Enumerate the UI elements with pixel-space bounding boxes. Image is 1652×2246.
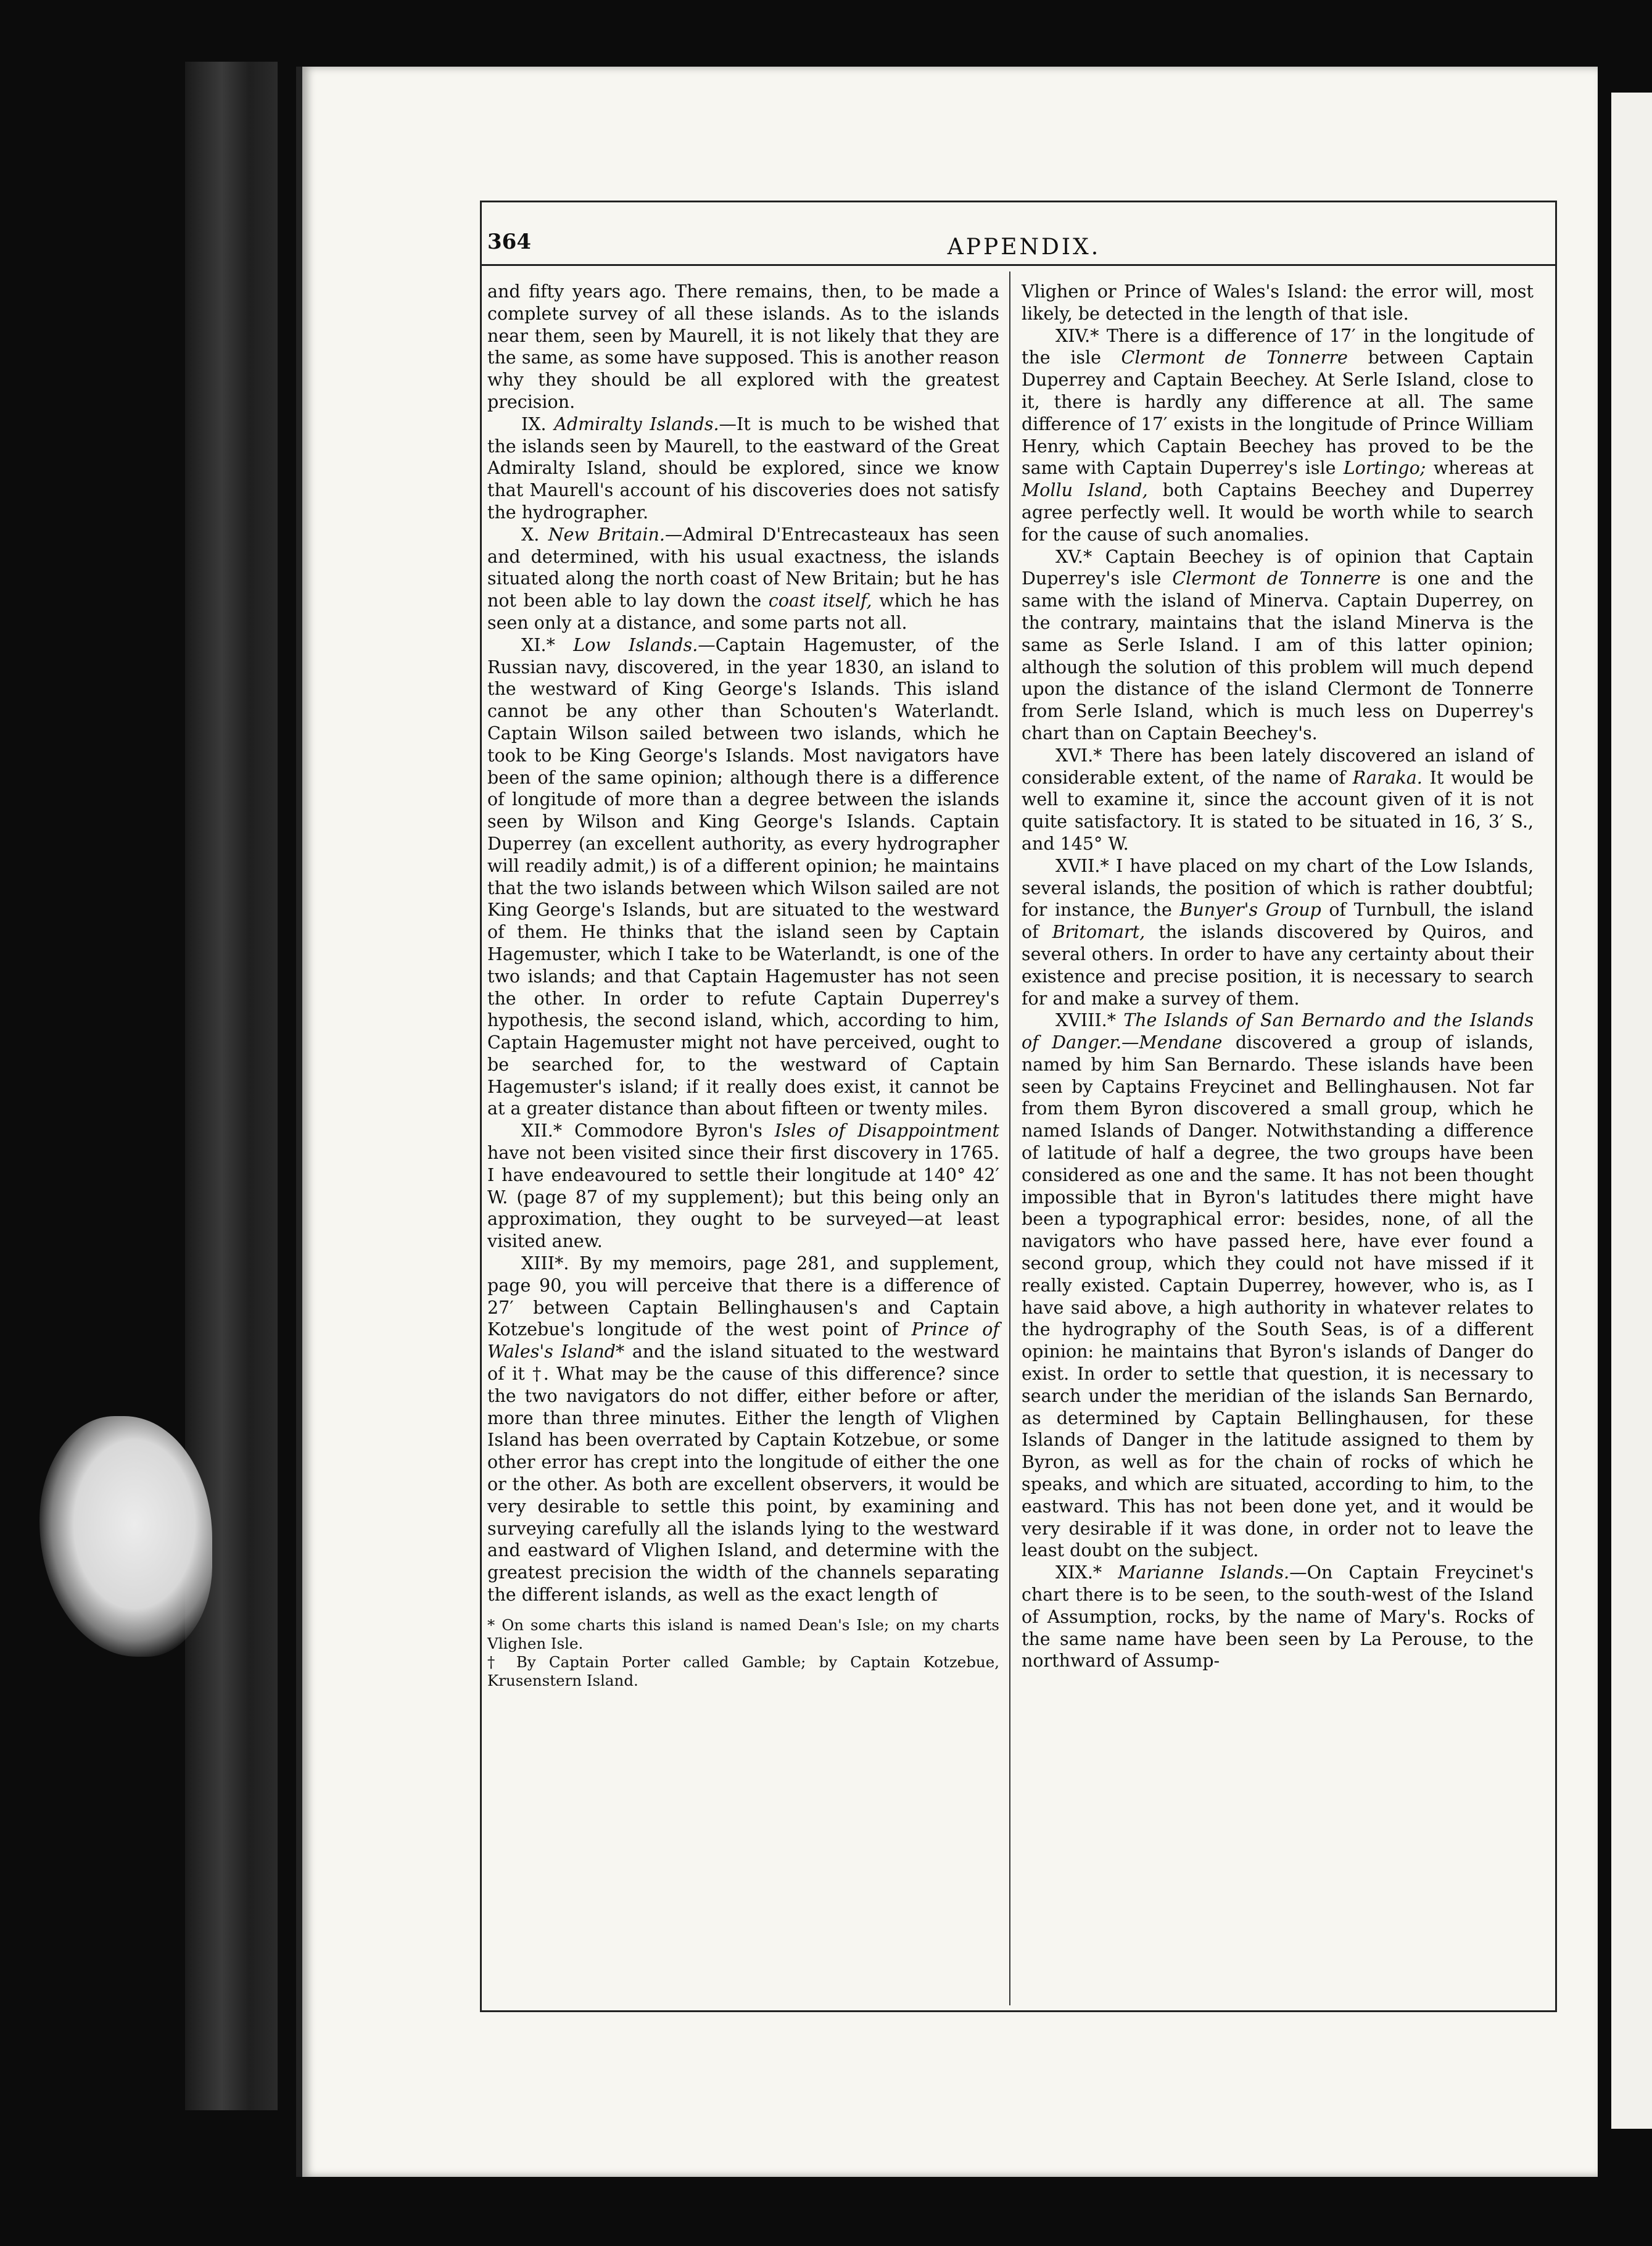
section-xvii: XVII.* I have placed on my chart of the Low Islands, several islands, the position of which is rather doubtful; for instance, the Bunyer's Group of Turnbull, the island of Britomart, the islands discovered by Quiros, and several others. In order to have any certainty about their existence and precise position, it is necessary to search for and make a survey of them. (1022, 855, 1534, 1009)
section-xviii-title: The Islands of San Bernardo and the Islands of Danger. (1022, 1010, 1534, 1053)
footnote: * On some charts this island is named Dean's Isle; on my charts Vlighen Isle. (487, 1615, 999, 1652)
adjacent-page-edge (1611, 93, 1652, 2129)
column-divider (1009, 271, 1010, 2005)
header-rule (480, 264, 1555, 266)
right-column (1022, 281, 1534, 1672)
page-number: 364 (487, 230, 531, 254)
left-column (487, 281, 999, 1690)
section-ix: IX. Admiralty Islands.—It is much to be wished that the islands seen by Maurell, to the eastward of the Great Admiralty Island, should be explored, since we know that Maurell's account of his discoveries does not satisfy the hydrographer. (487, 413, 999, 523)
section-xi: XI.* Low Islands.—Captain Hagemuster, of the Russian navy, discovered, in the year 1830, an island to the westward of King George's Islands. This island cannot be any other than Schouten's Waterlandt. Captain Wilson sailed between two islands, which he took to be King George's Islands. Most navigators have been of the same opinion; although there is a difference of longitude of more than a degree between the islands seen by Wilson and King George's Islands. Captain Duperrey (an excellent authority, as every hydrographer will readily admit,) is of a different opinion; he maintains that the two islands between which Wilson sailed are not King George's Islands, but are situated to the westward of them. He thinks that the island seen by Captain Hagemuster, which I take to be Waterlandt, is one of the two islands; and that Captain Hagemuster has not seen the other. In order to refute Captain Duperrey's hypothesis, the second island, which, according to him, Captain Hagemuster might not have perceived, ought to be searched for, to the westward of Captain Hagemuster's island; if it really does exist, it cannot be at a greater distance than about fifteen or twenty miles. (487, 634, 999, 1119)
footnote: † By Captain Porter called Gamble; by Captain Kotzebue, Krusenstern Island. (487, 1652, 999, 1689)
section-xix-title: Marianne Islands. (1118, 1562, 1290, 1583)
section-xiii: XIII*. By my memoirs, page 281, and supplement, page 90, you will perceive that there is a difference of 27′ between Captain Bellinghausen's and Captain Kotzebue's longitude of the west point of Prince of Wales's Island* and the island situated to the westward of it †. What may be the cause of this difference? since the two navigators do not differ, either before or after, more than three minutes. Either the length of Vlighen Island has been overrated by Captain Kotzebue, or some other error has crept into the longitude of either the one or the other. As both are excellent observers, it would be very desirable to settle this point, by examining and surveying carefully all the islands lying to the westward and eastward of Vlighen Island, and determine with the greatest precision the width of the channels separating the different islands, as well as the exact length of (487, 1253, 1000, 1606)
section-ix-title: Admiralty Islands. (554, 413, 719, 434)
paragraph-continuation: Vlighen or Prince of Wales's Island: the error will, most likely, be detected in the length of that isle. (1022, 281, 1534, 324)
footnotes (487, 1616, 999, 1690)
section-x: X. New Britain.—Admiral D'Entrecasteaux has seen and determined, with his usual exactness, the islands situated along the north coast of New Britain; but he has not been able to lay down the coast itself, which he has seen only at a distance, and some parts not all. (487, 524, 999, 633)
paper-stain (39, 1416, 212, 1657)
section-xix: XIX.* Marianne Islands.—On Captain Freycinet's chart there is to be seen, to the south-west of the Island of Assumption, rocks, by the name of Mary's. Rocks of the same name have been seen by La Perouse, to the northward of Assump- (1022, 1562, 1534, 1672)
section-x-title: New Britain. (548, 524, 665, 545)
running-head: APPENDIX. (947, 234, 1101, 260)
book-binding (185, 62, 278, 2110)
section-xv: XV.* Captain Beechey is of opinion that Captain Duperrey's isle Clermont de Tonnerre is one and the same with the island of Minerva. Captain Duperrey, on the contrary, maintains that the island Minerva is the same as Serle Island. I am of this latter opinion; although the solution of this problem will much depend upon the distance of the island Clermont de Tonnerre from Serle Island, which is much less on Duperrey's chart than on Captain Beechey's. (1022, 546, 1534, 744)
section-xii: XII.* Commodore Byron's Isles of Disappointment have not been visited since their first discovery in 1765. I have endeavoured to settle their longitude at 140° 42′ W. (page 87 of my supplement); but this being only an approximation, they ought to be surveyed—at least visited anew. (487, 1121, 1000, 1252)
paragraph-continuation: and fifty years ago. There remains, then, to be made a complete survey of all these islands. As to the islands near them, seen by Maurell, it is not likely that they are the same, as some have supposed. This is another reason why they should be all explored with the greatest precision. (487, 281, 999, 412)
section-xvi: XVI.* There has been lately discovered an island of considerable extent, of the name of Raraka. It would be well to examine it, since the account given of it is not quite satisfactory. It is stated to be situated in 16, 3′ S., and 145° W. (1022, 745, 1534, 854)
section-xviii: XVIII.* The Islands of San Bernardo and the Islands of Danger.—Mendane discovered a group of islands, named by him San Bernardo. These islands have been seen by Captains Freycinet and Bellinghausen. Not far from them Byron discovered a small group, which he named Islands of Danger. Notwithstanding a difference of latitude of half a degree, the two groups have been considered as one and the same. It has not been thought impossible that in Byron's latitudes there might have been a typographical error: besides, none, of all the navigators who have passed here, have ever found a second group, which they could not have missed if it really existed. Captain Duperrey, however, who is, as I have said above, a high authority in whatever relates to the hydrography of the South Seas, is of a different opinion: he maintains that Byron's islands of Danger do exist. In order to settle that question, it is necessary to search under the meridian of the islands San Bernardo, as determined by Captain Bellinghausen, for these Islands of Danger in the latitude assigned to them by Byron, as well as for the chain of rocks of which he speaks, and which are situated, according to him, to the eastward. This has not been done yet, and it would be very desirable if it was done, in order not to leave the least doubt on the subject. (1022, 1010, 1534, 1561)
section-xi-title: Low Islands. (573, 634, 698, 655)
section-xiv: XIV.* There is a difference of 17′ in the longitude of the isle Clermont de Tonnerre between Captain Duperrey and Captain Beechey. At Serle Island, close to it, there is hardly any difference at all. The same difference of 17′ exists in the longitude of Prince William Henry, which Captain Beechey has proved to be the same with Captain Duperrey's isle Lortingo; whereas at Mollu Island, both Captains Beechey and Duperrey agree perfectly well. It would be worth while to search for the cause of such anomalies. (1022, 325, 1534, 545)
